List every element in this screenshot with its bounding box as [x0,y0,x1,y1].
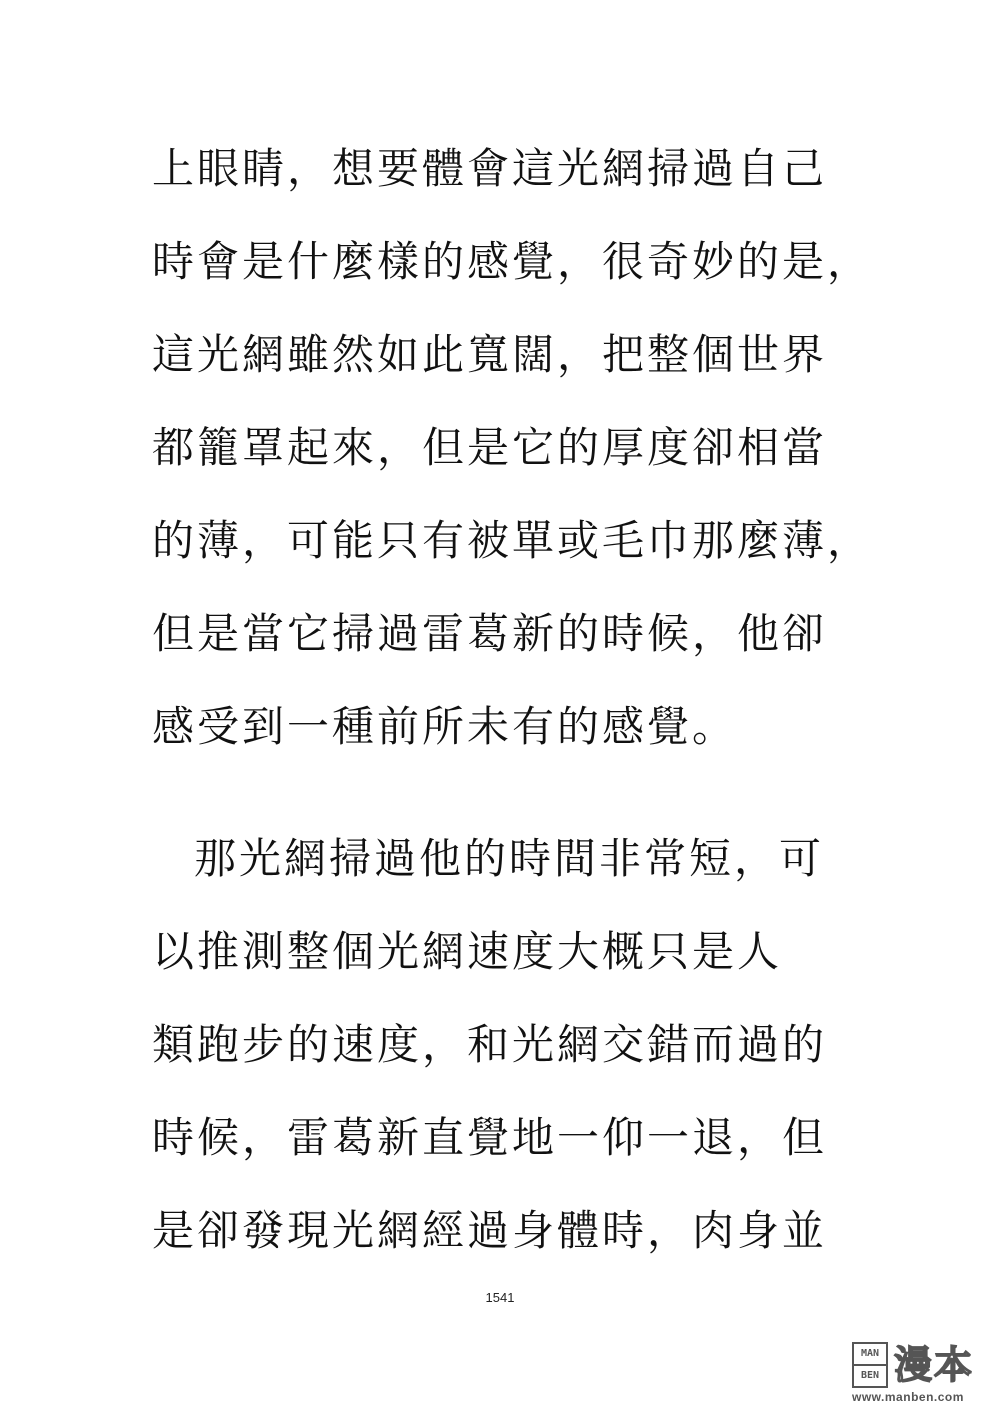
text-line: 時會是什麼樣的感覺，很奇妙的是， [152,237,873,286]
text-line: 的薄，可能只有被單或毛巾那麼薄， [152,516,873,565]
text-line: 感受到一種前所未有的感覺。 [152,702,738,751]
watermark-badge [852,1342,888,1388]
watermark-logo [852,1342,992,1408]
watermark-title: 漫本 [894,1343,975,1387]
paragraph-2 [152,812,872,1277]
text-line: 時候，雷葛新直覺地一仰一退，但 [152,1113,828,1162]
text-line: 但是當它掃過雷葛新的時候，他卻 [152,609,828,658]
watermark-badge-bottom: BEN [854,1364,886,1386]
text-line: 這光網雖然如此寬闊，把整個世界 [152,330,828,379]
text-line: 類跑步的速度，和光網交錯而過的 [152,1020,828,1069]
paragraph-1 [152,122,872,773]
watermark-url: www.manben.com [852,1390,964,1404]
text-line: 以推測整個光網速度大概只是人 [152,927,783,976]
text-line: 上眼睛，想要體會這光網掃過自己 [152,144,828,193]
watermark-badge-top: MAN [860,1348,880,1359]
text-line: 都籠罩起來，但是它的厚度卻相當 [152,423,828,472]
text-line: 是卻發現光網經過身體時，肉身並 [152,1206,828,1255]
text-line: 那光網掃過他的時間非常短，可 [194,834,825,883]
page-number: 1541 [485,1290,515,1305]
